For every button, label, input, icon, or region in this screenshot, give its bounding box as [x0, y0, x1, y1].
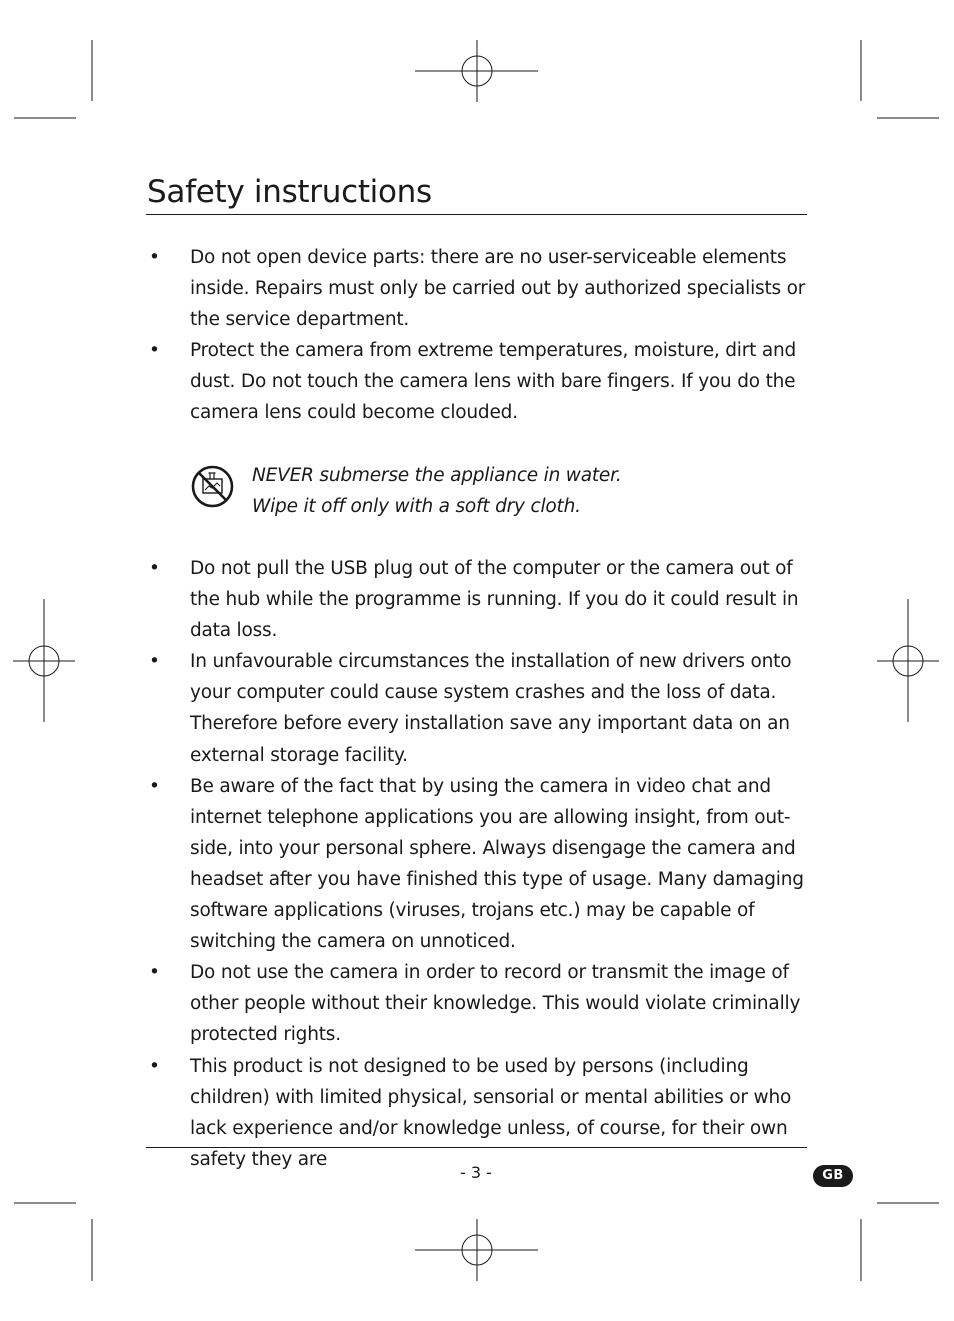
list-item [146, 335, 807, 428]
bullet-glyph: • [149, 775, 160, 797]
no-submerge-icon [190, 464, 235, 509]
title-underline [146, 214, 807, 215]
list-item-text: Do not use the camera in order to record or transmit the image of other people without their knowledge. This would violate criminally protected rights. [190, 962, 801, 1046]
bullet-glyph: • [149, 247, 160, 268]
notice-line-2: Wipe it off only with a soft dry cloth. [252, 496, 581, 518]
list-item [146, 242, 807, 335]
list-item-text: Do not pull the USB plug out of the computer or the camera out of the hub while the programme is running. If you do it could result in data loss. [190, 558, 799, 642]
language-badge: GB [813, 1165, 853, 1187]
list-item [146, 553, 807, 646]
list-item [146, 771, 807, 958]
footer-rule [146, 1147, 807, 1148]
list-item-text: This product is not designed to be used by persons (including children) with limited physical, sensorial or mental abilities or who lack experience and/or knowledge unless, of course, for their own safety they are [190, 1055, 792, 1170]
bullet-glyph: • [149, 1055, 160, 1077]
bullet-glyph: • [149, 558, 160, 579]
list-item-text: Be aware of the fact that by using the camera in video chat and internet telephone applications you are allowing insight, from out-side, into your personal sphere. Always disengage the camera and headset after you have finished this type of usage. Many damaging software applications (viruses, trojans etc.) may be capable of switching the camera on unnoticed. [190, 775, 804, 953]
list-item-text: In unfavourable circumstances the installation of new drivers onto your computer could cause system crashes and the loss of data. Therefore before every installation save any important data on an external storage facility. [190, 651, 792, 766]
safety-list-top [146, 242, 807, 429]
page-number: - 3 - [460, 1163, 492, 1182]
notice-text [252, 460, 622, 522]
bullet-glyph: • [149, 962, 160, 984]
list-item-text: Do not open device parts: there are no user-serviceable elements inside. Repairs must only be carried out by authorized specialists or the service department. [190, 247, 806, 331]
list-item [146, 646, 807, 770]
bullet-glyph: • [149, 651, 160, 673]
water-warning-notice [190, 460, 790, 530]
list-item [146, 957, 807, 1050]
safety-list-bottom [146, 553, 807, 1175]
bullet-glyph: • [149, 340, 160, 362]
list-item [146, 1051, 807, 1175]
list-item-text: Protect the camera from extreme temperatures, moisture, dirt and dust. Do not touch the camera lens with bare fingers. If you do the camera lens could become clouded. [190, 340, 797, 424]
notice-line-1: NEVER submerse the appliance in water. [252, 465, 622, 486]
page-title: Safety instructions [147, 174, 432, 210]
